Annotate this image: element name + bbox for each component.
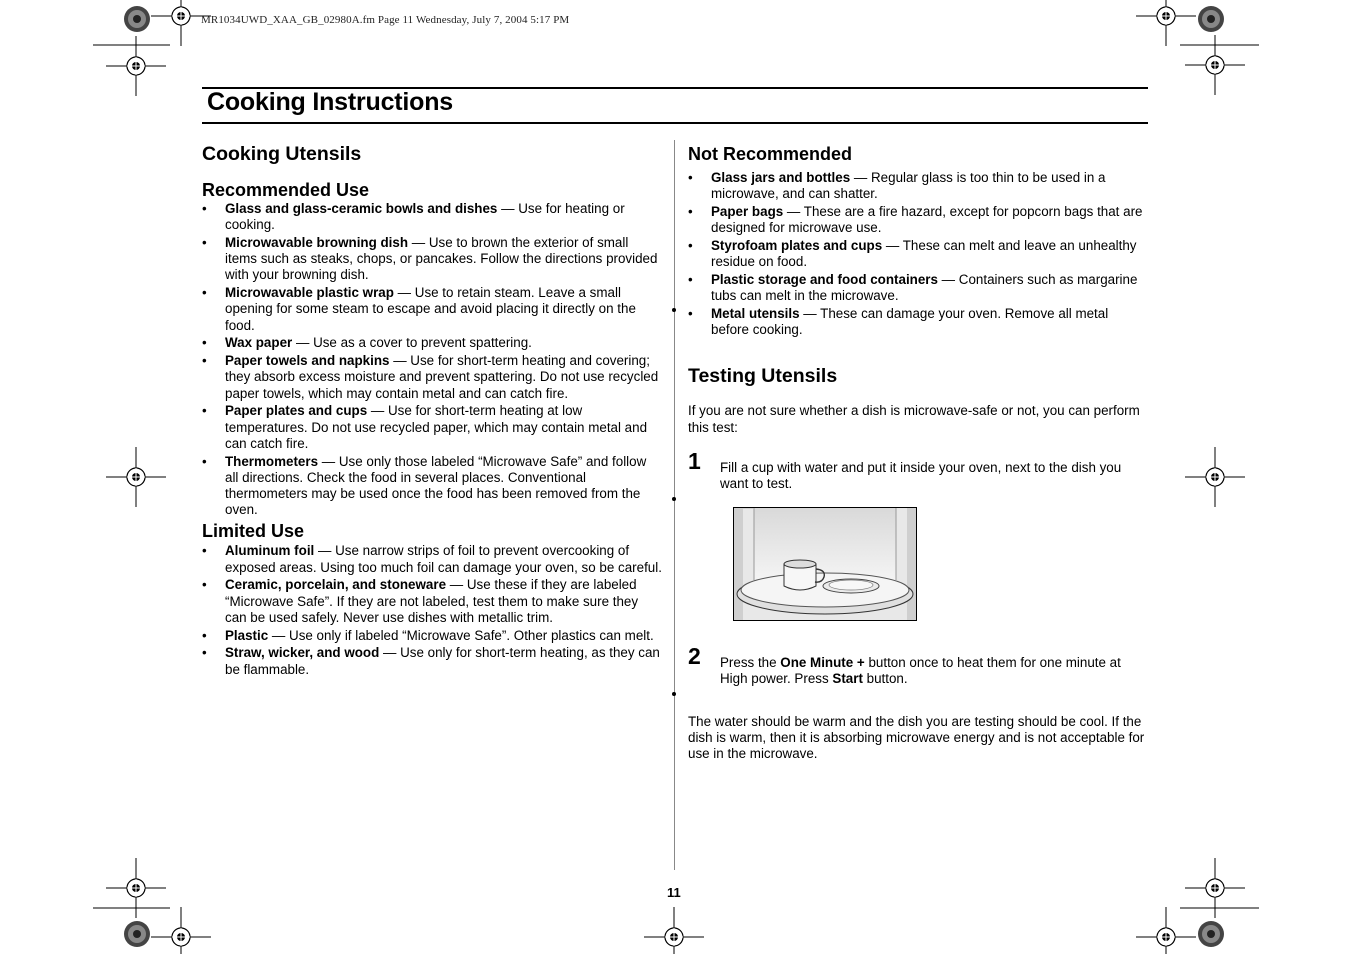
- section-heading-cooking-utensils: Cooking Utensils: [202, 143, 362, 165]
- list-item: • Microwavable plastic wrap — Use to retain steam. Leave a small opening for some steam to escape and avoid placing it directly on the food.: [202, 285, 636, 333]
- section-heading-testing-utensils: Testing Utensils: [688, 365, 838, 388]
- subheading-not-recommended: Not Recommended: [688, 144, 853, 164]
- list-item: • Thermometers — Use only those labeled “Microwave Safe” and follow all directions. Check the food in several places. Conventional thermometers may be used once the food has been removed from the oven.: [202, 453, 647, 518]
- list-item: • Microwavable browning dish — Use to brown the exterior of small items such as steaks, chops, or pancakes. Follow the directions provided with your browning dish.: [202, 235, 658, 283]
- start-label: Start: [832, 671, 863, 687]
- list-item: • Glass and glass-ceramic bowls and dishes — Use for heating or cooking.: [202, 201, 625, 233]
- list-item: • Aluminum foil — Use narrow strips of foil to prevent overcooking of exposed areas. Using too much foil can damage your oven, so be careful.: [202, 543, 662, 575]
- step-2: 2 Press the One Minute + button once to heat them for one minute at High power. Press Start button.: [688, 643, 1121, 687]
- list-item: • Styrofoam plates and cups — These can melt and leave an unhealthy residue on food.: [688, 238, 1137, 270]
- column-divider: [674, 140, 675, 870]
- list-item: • Glass jars and bottles — Regular glass is too thin to be used in a microwave, and can shatter.: [688, 170, 1106, 202]
- list-item: • Plastic storage and food containers — Containers such as margarine tubs can melt in the microwave.: [688, 272, 1138, 304]
- right-column: [688, 142, 1148, 762]
- page-number: 11: [667, 885, 681, 900]
- list-item: • Paper plates and cups — Use for short-term heating at low temperatures. Do not use recycled paper, which may contain metal and can catch fire.: [202, 403, 648, 451]
- one-minute-label: One Minute +: [780, 655, 865, 671]
- step-1: [688, 447, 1148, 492]
- page-title: Cooking Instructions: [207, 88, 454, 116]
- not-recommended-list: [688, 170, 1148, 338]
- step-number: 1: [688, 447, 701, 474]
- title-bottom-rule: [202, 122, 1148, 124]
- divider-dot: [672, 308, 676, 312]
- list-item: • Plastic — Use only if labeled “Microwave Safe”. Other plastics can melt.: [202, 627, 654, 643]
- left-column: [202, 142, 662, 679]
- list-item: • Wax paper — Use as a cover to prevent spattering.: [202, 335, 532, 351]
- step-text: Fill a cup with water and put it inside your oven, next to the dish you want to test.: [720, 459, 1122, 492]
- list-item: • Paper towels and napkins — Use for short-term heating and covering; they absorb excess moisture and prevent spattering. Do not use recycled paper towels, which may contain metal and can catch fire.: [202, 353, 659, 401]
- recommended-list: [202, 201, 662, 518]
- limited-list: [202, 543, 662, 677]
- subheading-recommended-use: Recommended Use: [202, 180, 370, 200]
- step-number: 2: [688, 643, 701, 670]
- list-item: • Paper bags — These are a fire hazard, except for popcorn bags that are designed for microwave use.: [688, 204, 1143, 236]
- testing-intro: If you are not sure whether a dish is microwave-safe or not, you can perform this test:: [688, 403, 1140, 435]
- subheading-limited-use: Limited Use: [202, 521, 305, 542]
- list-item: • Straw, wicker, and wood — Use only for short-term heating, as they can be flammable.: [202, 645, 660, 677]
- cup-and-dish-image: [734, 508, 916, 620]
- divider-dot: [672, 497, 676, 501]
- testing-outro: The water should be warm and the dish you are testing should be cool. If the dish is warm, then it is absorbing microwave energy and is not acceptable for use in the microwave.: [688, 713, 1145, 762]
- list-item: • Metal utensils — These can damage your oven. Remove all metal before cooking.: [688, 306, 1109, 338]
- print-slug: MR1034UWD_XAA_GB_02980A.fm Page 11 Wednesday, July 7, 2004 5:17 PM: [201, 14, 570, 26]
- list-item: • Ceramic, porcelain, and stoneware — Use these if they are labeled “Microwave Safe”. If they are not labeled, test them to make sure they can be used safely. Never use dishes with metallic trim.: [202, 577, 639, 625]
- divider-dot: [672, 692, 676, 696]
- microwave-cup-illustration: [733, 507, 917, 621]
